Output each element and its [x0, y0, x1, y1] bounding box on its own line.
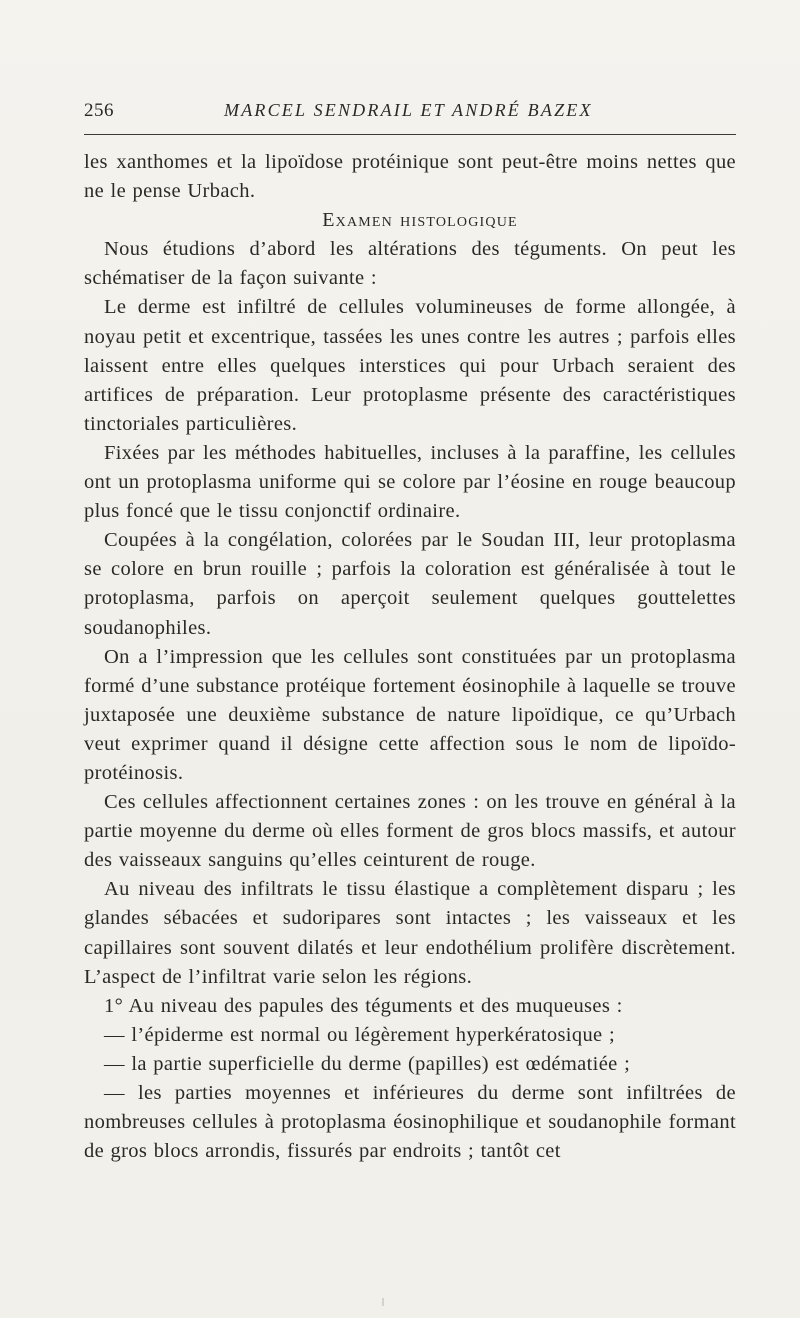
paragraph: On a l’impression que les cellules sont constituées par un protoplasma formé d’une substance protéique fortement éosinophile à laquelle se trouve juxtaposée une deuxième substance de nature lipoïdique, ce qu’Urbach veut exprimer quand il désigne cette affection sous le nom de lipoïdo-protéinosis. — [84, 645, 736, 784]
paragraph: Fixées par les méthodes habituelles, incluses à la paraffine, les cellules ont un protoplasma uniforme qui se colore par l’éosine en rouge beaucoup plus foncé que le tissu conjonctif ordinaire. — [84, 441, 736, 523]
list-heading: 1° Au niveau des papules des téguments et des muqueuses : — [104, 994, 623, 1017]
paragraph: Le derme est infiltré de cellules volumineuses de forme allongée, à noyau petit et excentrique, tassées les unes contre les autres ; parfois elles laissent entre elles quelques interstices qui pour Urbach seraient des artifices de préparation. Leur protoplasme présente des caractéristiques tinctoriales particulières. — [84, 296, 736, 435]
running-head — [84, 100, 736, 130]
paragraph: Ces cellules affectionnent certaines zones : on les trouve en général à la partie moyenne du derme où elles forment de gros blocs massifs, et autour des vaisseaux sanguins qu’elles ceinturent de rouge. — [84, 791, 736, 872]
list-item: — les parties moyennes et inférieures du derme sont infiltrées de nombreuses cellules à protoplasma éosinophilique et soudanophile formant de gros blocs arrondis, fissurés par endroits ; tantôt cet — [84, 1082, 736, 1163]
paragraph-continuation: les xanthomes et la lipoïdose protéinique sont peut-être moins nettes que ne le pense Urbach. — [84, 151, 736, 203]
paragraph: Coupées à la congélation, colorées par le Soudan III, leur protoplasma se colore en brun rouille ; parfois la coloration est généralisée à tout le protoplasma, parfois on aperçoit seulement quelques gouttelettes soudanophiles. — [84, 529, 736, 639]
header-rule — [84, 134, 736, 135]
paragraph: Au niveau des infiltrats le tissu élastique a complètement disparu ; les glandes sébacées et sudoripares sont intactes ; les vaisseaux et les capillaires sont souvent dilatés et leur endothélium prolifère discrètement. L’aspect de l’infiltrat varie selon les régions. — [84, 878, 736, 988]
section-heading: Examen histologique — [322, 209, 518, 232]
page-number: 256 — [84, 100, 114, 121]
page-mark — [382, 1298, 384, 1306]
list-item: — la partie superficielle du derme (papilles) est œdématiée ; — [104, 1052, 631, 1075]
paragraph: Nous étudions d’abord les altérations des téguments. On peut les schématiser de la façon suivante : — [84, 238, 736, 290]
running-title: MARCEL SENDRAIL ET ANDRÉ BAZEX — [224, 100, 593, 120]
list-item: — l’épiderme est normal ou légèrement hyperkératosique ; — [104, 1023, 616, 1046]
body-text — [84, 148, 736, 1166]
